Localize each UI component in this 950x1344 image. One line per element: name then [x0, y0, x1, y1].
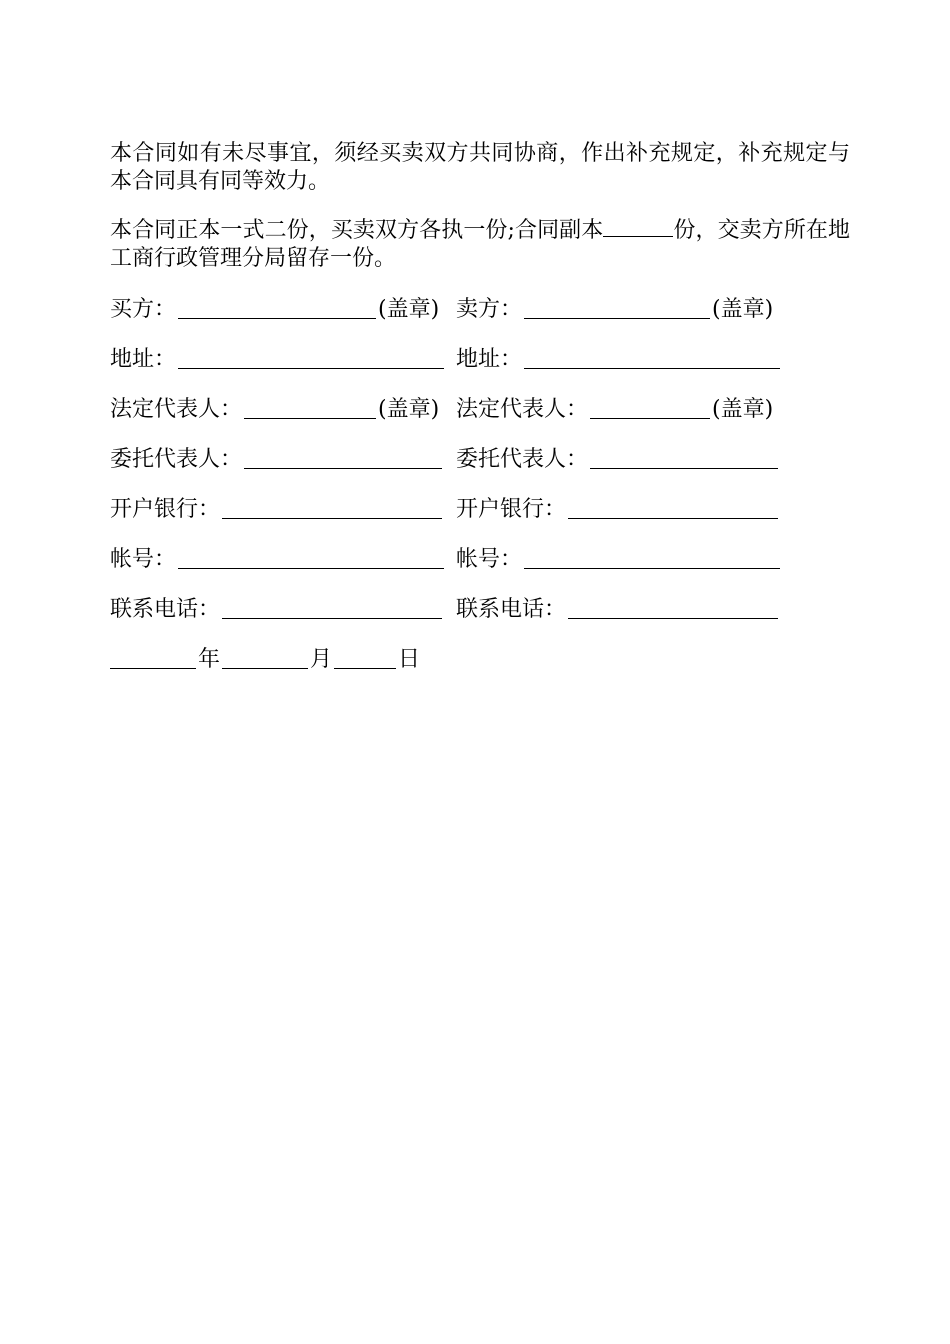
seller-legal-rep-field[interactable] [590, 396, 710, 419]
seller-agent-label: 委托代表人： [456, 447, 589, 472]
buyer-agent-label: 委托代表人： [110, 447, 243, 472]
seller-agent-field[interactable] [590, 446, 778, 469]
copies-clause-start: 本合同正本一式二份，买卖双方各执一份;合同副本 [110, 218, 604, 243]
buyer-phone-label: 联系电话： [110, 597, 221, 622]
legal-rep-row [110, 393, 850, 423]
seller-phone-cell [456, 592, 786, 623]
month-field[interactable] [222, 646, 308, 669]
seller-account-field[interactable] [524, 546, 780, 569]
buyer-account-label: 帐号： [110, 547, 177, 572]
year-field[interactable] [110, 646, 196, 669]
seller-address-cell [456, 342, 786, 373]
day-label: 日 [398, 647, 421, 672]
buyer-label: 买方： [110, 297, 177, 322]
buyer-agent-field[interactable] [244, 446, 442, 469]
seller-cell [456, 292, 786, 323]
buyer-legal-rep-seal: (盖章) [378, 397, 440, 422]
seller-bank-field[interactable] [568, 496, 778, 519]
buyer-bank-field[interactable] [222, 496, 442, 519]
seller-legal-rep-cell [456, 392, 786, 423]
buyer-seal: (盖章) [378, 297, 440, 322]
seller-legal-rep-label: 法定代表人： [456, 397, 589, 422]
buyer-agent-cell [110, 442, 456, 473]
buyer-legal-rep-cell [110, 392, 456, 423]
party-row [110, 293, 850, 323]
supplement-clause: 本合同如有未尽事宜，须经买卖双方共同协商，作出补充规定，补充规定与本合同具有同等效力。 [110, 141, 850, 194]
seller-account-cell [456, 542, 786, 573]
address-row [110, 343, 850, 373]
seller-address-label: 地址： [456, 347, 523, 372]
buyer-cell [110, 292, 456, 323]
buyer-phone-field[interactable] [222, 596, 442, 619]
phone-row [110, 593, 850, 623]
buyer-legal-rep-label: 法定代表人： [110, 397, 243, 422]
month-label: 月 [310, 647, 333, 672]
day-field[interactable] [334, 646, 396, 669]
copies-clause [110, 216, 850, 273]
seller-address-field[interactable] [524, 346, 780, 369]
seller-phone-field[interactable] [568, 596, 778, 619]
copies-clause-end: 份，交卖方所在地工商行政管理分局留存一份。 [110, 218, 850, 271]
seller-field[interactable] [524, 296, 710, 319]
buyer-address-field[interactable] [178, 346, 444, 369]
date-row [110, 643, 850, 673]
copies-count-blank[interactable] [603, 216, 673, 237]
seller-label: 卖方： [456, 297, 523, 322]
seller-account-label: 帐号： [456, 547, 523, 572]
buyer-phone-cell [110, 592, 456, 623]
seller-seal: (盖章) [712, 297, 774, 322]
bank-row [110, 493, 850, 523]
seller-bank-cell [456, 492, 786, 523]
seller-legal-rep-seal: (盖章) [712, 397, 774, 422]
seller-bank-label: 开户银行： [456, 497, 567, 522]
contract-page [110, 140, 850, 673]
buyer-account-cell [110, 542, 456, 573]
seller-agent-cell [456, 442, 786, 473]
account-row [110, 543, 850, 573]
agent-row [110, 443, 850, 473]
buyer-field[interactable] [178, 296, 376, 319]
buyer-account-field[interactable] [178, 546, 444, 569]
buyer-address-cell [110, 342, 456, 373]
year-label: 年 [198, 647, 221, 672]
buyer-bank-cell [110, 492, 456, 523]
seller-phone-label: 联系电话： [456, 597, 567, 622]
buyer-address-label: 地址： [110, 347, 177, 372]
buyer-legal-rep-field[interactable] [244, 396, 376, 419]
buyer-bank-label: 开户银行： [110, 497, 221, 522]
